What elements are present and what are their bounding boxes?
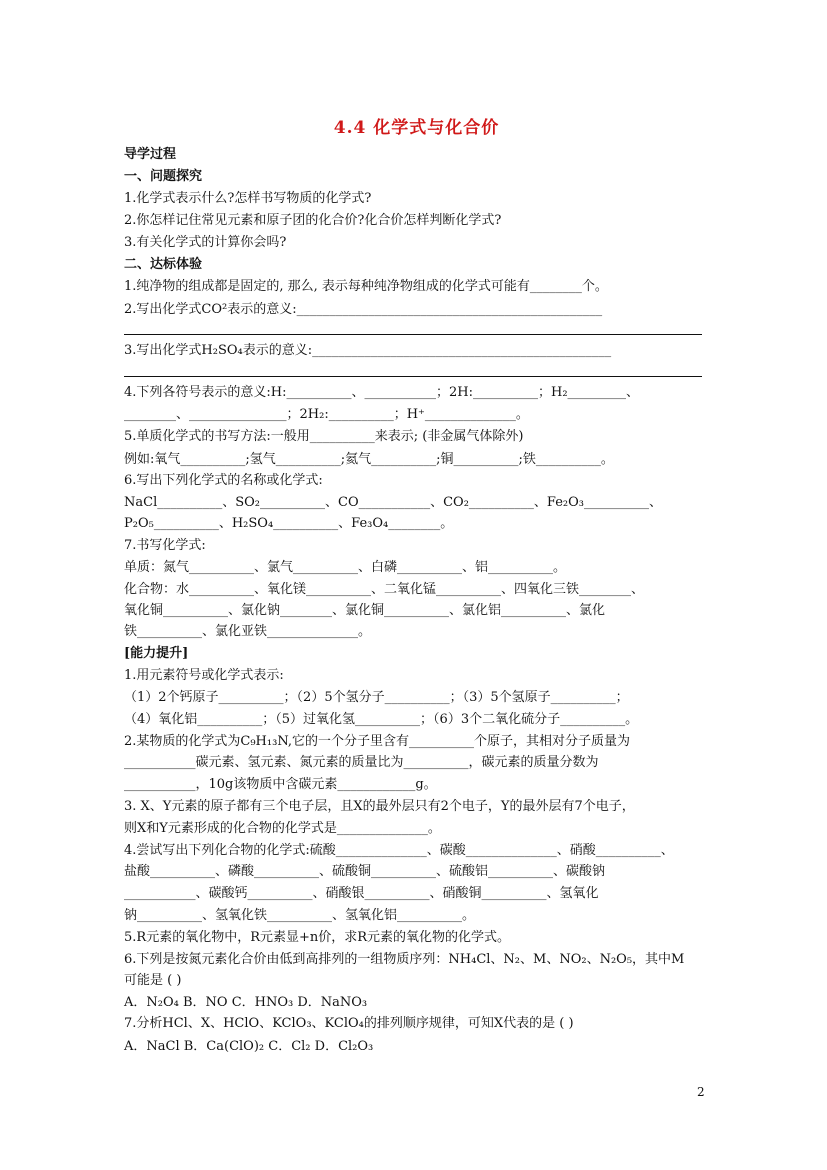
answer-line — [124, 334, 702, 335]
text-line: ________、_______________；2H₂:__________；H⁺______________。 — [124, 407, 529, 422]
text-line: 7.书写化学式: — [124, 538, 206, 553]
text-line: 则X和Y元素形成的化合物的化学式是______________。 — [124, 821, 441, 836]
section-heading: [能力提升] — [124, 646, 189, 661]
text-line: 4.尝试写出下列化合物的化学式:硫酸______________、碳酸______________、硝酸__________、 — [124, 843, 674, 858]
choice-options: A．N₂O₄ B．NO C．HNO₃ D．NaNO₃ — [124, 995, 368, 1010]
page-title: 4.4 化学式与化合价 — [333, 118, 500, 138]
text-line: 3.写出化学式H₂SO₄表示的意义:______________________________________________ — [124, 343, 612, 358]
section-heading: 二、达标体验 — [124, 257, 203, 272]
text-line: ___________、碳酸钙__________、硝酸银__________、硝酸铜__________、氢氧化 — [124, 886, 599, 901]
text-line: 5.单质化学式的书写方法:一般用__________来表示; (非金属气体除外) — [124, 429, 524, 444]
section-heading: 一、问题探究 — [124, 169, 203, 184]
text-line: 4.下列各符号表示的意义:H:__________、___________；2H:__________；H₂_________、 — [124, 385, 640, 400]
text-line: P₂O₅__________、H₂SO₄__________、Fe₃O₄________。 — [124, 516, 454, 531]
text-line: ___________，10g该物质中含碳元素____________g。 — [124, 777, 437, 792]
text-line: 5.R元素的氧化物中，R元素显+n价，求R元素的氧化物的化学式。 — [124, 930, 511, 945]
text-line: 6.下列是按氮元素化合价由低到高排列的一组物质序列：NH₄Cl、N₂、M、NO₂、N₂O₅，其中M — [124, 952, 685, 967]
text-line: （4）氧化铝__________；（5）过氧化氢__________；（6）3个二氧化硫分子__________。 — [124, 712, 639, 727]
text-line: 6.写出下列化学式的名称或化学式: — [124, 473, 323, 488]
text-line: 1.化学式表示什么?怎样书写物质的化学式? — [124, 191, 372, 206]
text-line: 铁__________、氯化亚铁______________。 — [124, 624, 372, 639]
text-line: 2.某物质的化学式为C₉H₁₃N,它的一个分子里含有__________个原子，其相对分子质量为 — [124, 734, 630, 749]
text-line: （1）2个钙原子__________；（2）5个氢分子__________；（3）5个氢原子__________； — [124, 690, 629, 705]
text-line: 单质：氮气__________、氯气__________、白磷__________、铝__________。 — [124, 560, 567, 575]
text-line: 例如:氧气__________;氢气__________;氦气__________;铜__________;铁__________。 — [124, 452, 614, 467]
text-line: 钠__________、氢氧化铁__________、氢氧化铝__________。 — [124, 908, 476, 923]
text-line: 3.有关化学式的计算你会吗? — [124, 235, 287, 250]
text-line: ___________碳元素、氢元素、氮元素的质量比为__________，碳元素的质量分数为 — [124, 755, 599, 770]
page-number: 2 — [697, 1085, 705, 1099]
text-line: 1.纯净物的组成都是固定的, 那么, 表示每种纯净物组成的化学式可能有________个。 — [124, 279, 608, 294]
choice-options: A．NaCl B．Ca(ClO)₂ C．Cl₂ D．Cl₂O₃ — [124, 1039, 374, 1054]
answer-line — [124, 376, 702, 377]
text-line: 1.用元素符号或化学式表示: — [124, 668, 284, 683]
text-line: 盐酸__________、磷酸__________、硫酸铜__________、硫酸铝__________、碳酸钠 — [124, 864, 606, 879]
text-line: 2.你怎样记住常见元素和原子团的化合价?化合价怎样判断化学式? — [124, 213, 502, 228]
text-line: 氧化铜__________、氯化钠________、氯化铜__________、氯化铝__________、氯化 — [124, 603, 606, 618]
text-line: 7.分析HCl、X、HClO、KClO₃、KClO₄的排列顺序规律，可知X代表的是 ( ) — [124, 1016, 574, 1031]
text-line: 2.写出化学式CO²表示的意义:_______________________________________________ — [124, 302, 603, 317]
text-line: 3. X、Y元素的原子都有三个电子层，且X的最外层只有2个电子，Y的最外层有7个电子， — [124, 799, 635, 814]
text-line: 化合物：水__________、氧化镁__________、二氧化锰__________、四氧化三铁________、 — [124, 582, 645, 597]
text-line: NaCl__________、SO₂__________、CO___________、CO₂__________、Fe₂O₃__________、 — [124, 495, 663, 510]
section-heading: 导学过程 — [124, 147, 177, 162]
text-line: 可能是 ( ) — [124, 973, 182, 988]
